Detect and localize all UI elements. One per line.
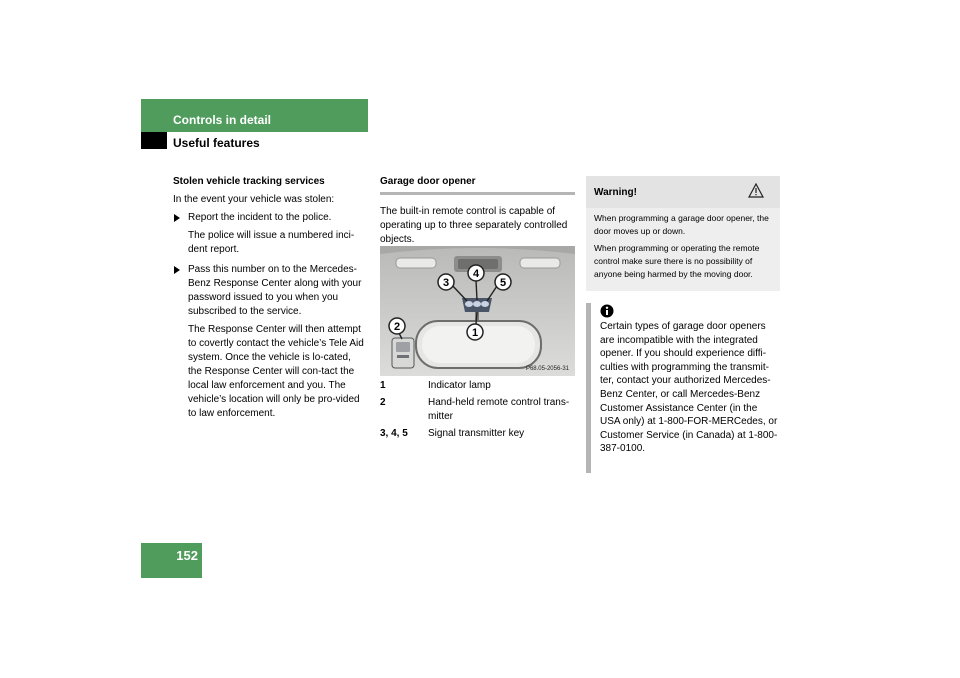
warning-box xyxy=(586,176,780,291)
bullet-note: The police will issue a numbered inci-dent report. xyxy=(188,230,355,255)
legend-text: Indicator lamp xyxy=(428,380,491,391)
garage-door-section xyxy=(380,175,575,247)
info-icon xyxy=(600,304,614,318)
legend-row xyxy=(380,427,576,441)
bullet-item xyxy=(173,211,367,225)
header-marker xyxy=(141,132,167,149)
legend-key: 2 xyxy=(380,397,386,408)
callout-2-label: 2 xyxy=(393,321,401,333)
bullet-text: Pass this number on to the Mercedes-Benz Response Center along with your password issued to you when you subscribed to the service. xyxy=(188,264,362,317)
warning-paragraph: When programming a garage door opener, the door moves up or down. xyxy=(594,213,769,236)
info-box xyxy=(586,303,781,473)
bullet-arrow-icon xyxy=(174,214,180,222)
figure-caption: P68.05-2056-31 xyxy=(525,366,569,372)
page-number: 152 xyxy=(176,548,198,563)
bullet-note: The Response Center will then attempt to covertly contact the vehicle’s Tele Aid system. Once the vehicle is lo-cated, the Response Center will con-tact the local law enforcement and you. The vehicle’s location will only be pro-vided to law enforcement. xyxy=(188,324,364,419)
garage-door-intro: The built-in remote control is capable of operating up to three separately controlled objects. xyxy=(380,206,568,245)
bullet-arrow-icon xyxy=(174,266,180,274)
bullet-text: Report the incident to the police. xyxy=(188,212,332,223)
legend-row xyxy=(380,396,576,424)
callout-4-label: 4 xyxy=(472,268,480,280)
stolen-vehicle-heading: Stolen vehicle tracking services xyxy=(173,176,325,187)
stolen-vehicle-section xyxy=(173,175,367,423)
callout-1-label: 1 xyxy=(471,327,479,339)
heading-rule xyxy=(380,192,575,195)
warning-paragraph: When programming or operating the remote control make sure there is no possibility of anyone being harmed by the moving door. xyxy=(594,243,760,279)
legend-key: 1 xyxy=(380,380,386,391)
garage-opener-figure xyxy=(380,246,575,376)
callout-5-label: 5 xyxy=(499,277,507,289)
section-subtitle: Useful features xyxy=(173,136,260,150)
warning-title: Warning! xyxy=(594,187,637,198)
bullet-item xyxy=(173,263,367,319)
section-title: Controls in detail xyxy=(173,113,272,127)
figure-legend xyxy=(380,379,576,444)
legend-text: Hand-held remote control trans-mitter xyxy=(428,397,570,422)
callout-3-label: 3 xyxy=(442,277,450,289)
warning-triangle-icon xyxy=(748,183,764,198)
info-text: Certain types of garage door openers are incompatible with the integrated opener. If you should experience diffi-culties with programming the transmit-ter, contact your authorized Mercedes-Benz Center, or call Mercedes-Benz Customer Assistance Center (in the USA only) at 1-800-FOR-MERCedes, or Customer Service (in Canada) at 1-800-387-0100. xyxy=(600,321,778,455)
stolen-vehicle-intro: In the event your vehicle was stolen: xyxy=(173,194,335,205)
warning-body xyxy=(586,208,780,291)
garage-door-heading: Garage door opener xyxy=(380,176,476,187)
overhead-console-illustration xyxy=(380,246,575,376)
legend-text: Signal transmitter key xyxy=(428,428,525,439)
info-side-bar xyxy=(586,303,591,473)
legend-key: 3, 4, 5 xyxy=(380,428,408,439)
legend-row xyxy=(380,379,576,393)
warning-header xyxy=(586,176,780,208)
